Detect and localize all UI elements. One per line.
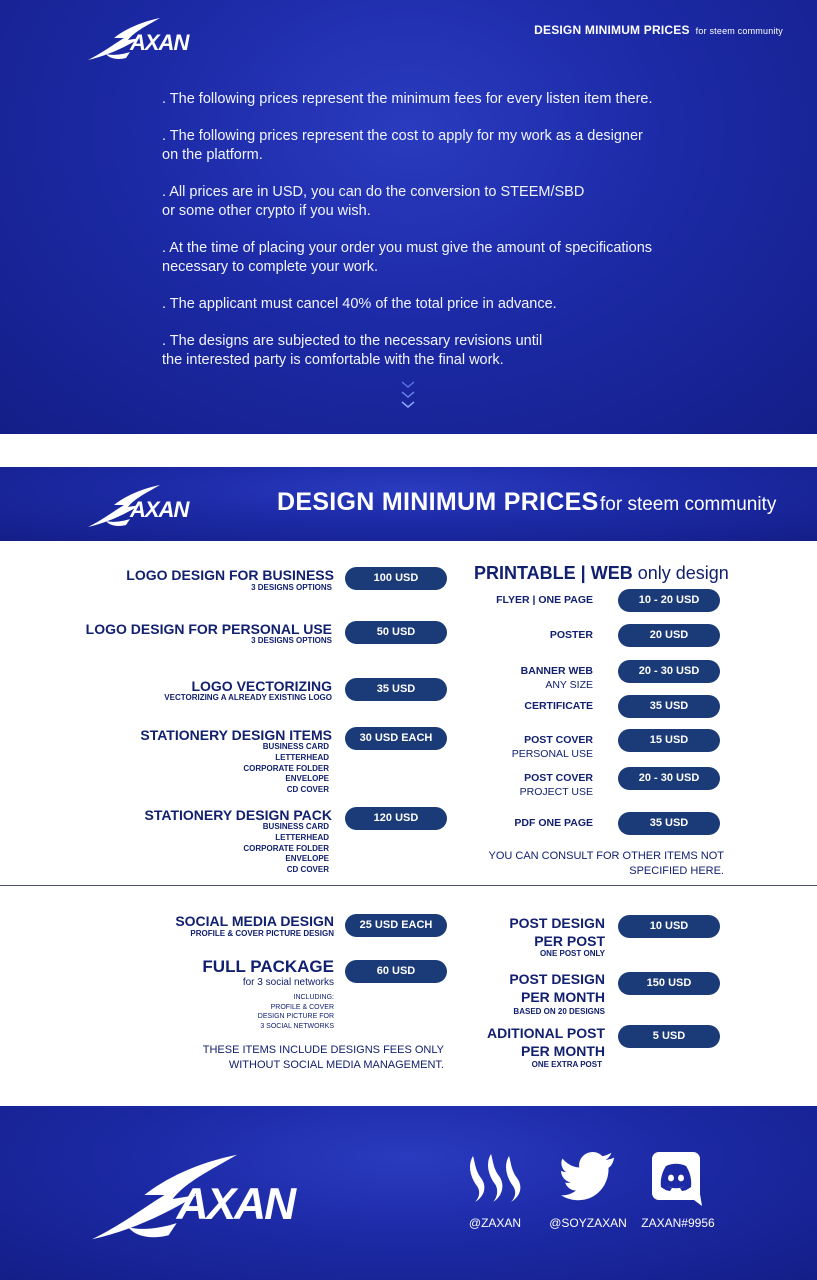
item-subtitle: VECTORIZING A ALREADY EXISTING LOGO — [164, 693, 332, 702]
item-title: POST DESIGN PER POST — [509, 915, 605, 949]
item-subtitle: 3 DESIGNS OPTIONS — [251, 583, 332, 592]
printable-item: POST COVER — [524, 772, 593, 784]
svg-text:AXAN: AXAN — [130, 497, 189, 522]
price-pill: 10 - 20 USD — [618, 589, 720, 612]
zaxan-logo — [84, 1146, 366, 1248]
top-title: DESIGN MINIMUM PRICES for steem community — [534, 23, 783, 37]
printable-item: BANNER WEB — [520, 665, 593, 677]
price-pill: 100 USD — [345, 567, 447, 590]
svg-text:AXAN: AXAN — [176, 1180, 295, 1230]
price-pill: 150 USD — [618, 972, 720, 995]
printable-heading: PRINTABLE | WEB only design — [474, 563, 729, 583]
item-title: LOGO DESIGN FOR BUSINESS — [126, 567, 334, 583]
item-title: POST DESIGN PER MONTH — [509, 971, 605, 1005]
printable-item: PDF ONE PAGE — [514, 817, 593, 829]
price-pill: 20 - 30 USD — [618, 767, 720, 790]
printable-item: POST COVER — [524, 734, 593, 746]
price-pill: 20 - 30 USD — [618, 660, 720, 683]
price-pill: 35 USD — [618, 695, 720, 718]
item-subtitle: ONE POST ONLY — [539, 949, 605, 958]
notes-list — [162, 90, 722, 388]
svg-text:AXAN: AXAN — [130, 30, 189, 55]
banner-title: DESIGN MINIMUM PRICES — [277, 488, 599, 516]
price-pill: 35 USD — [345, 678, 447, 701]
hero-section — [0, 0, 817, 434]
social-handle: ZAXAN#9956 — [641, 1216, 715, 1230]
item-title: LOGO VECTORIZING — [191, 678, 332, 694]
item-title: LOGO DESIGN FOR PERSONAL USE — [85, 621, 332, 637]
social-note: THESE ITEMS INCLUDE DESIGNS FEES ONLY WITHOUT SOCIAL MEDIA MANAGEMENT. — [202, 1044, 444, 1071]
zaxan-logo — [84, 14, 224, 64]
item-detail: INCLUDING: PROFILE & COVER DESIGN PICTURE FOR 3 SOCIAL NETWORKS — [257, 994, 334, 1030]
price-pill: 25 USD EACH — [345, 914, 447, 937]
note: . The following prices represent the minimum fees for every listen item there. — [162, 91, 653, 107]
printable-note: YOU CAN CONSULT FOR OTHER ITEMS NOT SPECIFIED HERE. — [488, 850, 724, 877]
note: . The following prices represent the cost to apply for my work as a designer on the platform. — [162, 128, 643, 163]
item-title: FULL PACKAGE — [202, 957, 334, 976]
item-title: STATIONERY DESIGN ITEMS — [140, 727, 332, 743]
price-pill: 5 USD — [618, 1025, 720, 1048]
item-subtitle: ONE EXTRA POST — [531, 1060, 602, 1069]
price-banner — [0, 467, 817, 541]
note: . The designs are subjected to the necessary revisions until the interested party is comfortable with the final work. — [162, 333, 543, 368]
twitter-link[interactable] — [548, 1150, 628, 1230]
item-title: SOCIAL MEDIA DESIGN — [175, 913, 334, 929]
price-pill: 120 USD — [345, 807, 447, 830]
printable-item: FLYER | ONE PAGE — [496, 594, 593, 606]
banner-subtitle: for steem community — [600, 494, 777, 515]
price-pill: 15 USD — [618, 729, 720, 752]
printable-item-sub: PERSONAL USE — [511, 748, 593, 760]
price-pill: 10 USD — [618, 915, 720, 938]
item-subtitle: PROFILE & COVER PICTURE DESIGN — [190, 929, 334, 938]
footer — [0, 1106, 817, 1280]
twitter-icon — [558, 1150, 618, 1206]
note: . All prices are in USD, you can do the conversion to STEEM/SBD or some other crypto if you wish. — [162, 184, 585, 219]
top-subtitle: for steem community — [695, 26, 783, 36]
zaxan-logo — [84, 481, 224, 531]
social-media-section — [0, 886, 817, 1106]
steemit-icon — [465, 1150, 525, 1206]
item-title: STATIONERY DESIGN PACK — [144, 807, 332, 823]
chevron-down-icon[interactable] — [399, 380, 417, 412]
printable-item: CERTIFICATE — [524, 700, 593, 712]
item-title: ADITIONAL POST PER MONTH — [487, 1025, 605, 1059]
social-handle: @ZAXAN — [468, 1216, 522, 1230]
steemit-link[interactable] — [462, 1150, 528, 1230]
price-pill: 20 USD — [618, 624, 720, 647]
printable-item-sub: ANY SIZE — [545, 679, 593, 691]
note: . At the time of placing your order you must give the amount of specifications necessary to complete your work. — [162, 240, 653, 275]
price-pill: 30 USD EACH — [345, 727, 447, 750]
item-subtitle: BUSINESS CARD LETTERHEAD CORPORATE FOLDER ENVELOPE CD COVER — [243, 822, 329, 875]
item-subtitle: for 3 social networks — [242, 977, 334, 988]
printable-item: POSTER — [549, 629, 593, 641]
price-pill: 50 USD — [345, 621, 447, 644]
item-subtitle: 3 DESIGNS OPTIONS — [251, 636, 332, 645]
discord-link[interactable] — [640, 1150, 716, 1230]
discord-icon — [650, 1150, 706, 1206]
price-pill: 60 USD — [345, 960, 447, 983]
note: . The applicant must cancel 40% of the total price in advance. — [162, 296, 557, 312]
social-handle: @SOYZAXAN — [549, 1216, 627, 1230]
price-pill: 35 USD — [618, 812, 720, 835]
printable-item-sub: PROJECT USE — [519, 786, 593, 798]
item-subtitle: BASED ON 20 DESIGNS — [513, 1007, 605, 1016]
item-subtitle: BUSINESS CARD LETTERHEAD CORPORATE FOLDER ENVELOPE CD COVER — [243, 742, 329, 795]
prices-section — [0, 541, 817, 886]
